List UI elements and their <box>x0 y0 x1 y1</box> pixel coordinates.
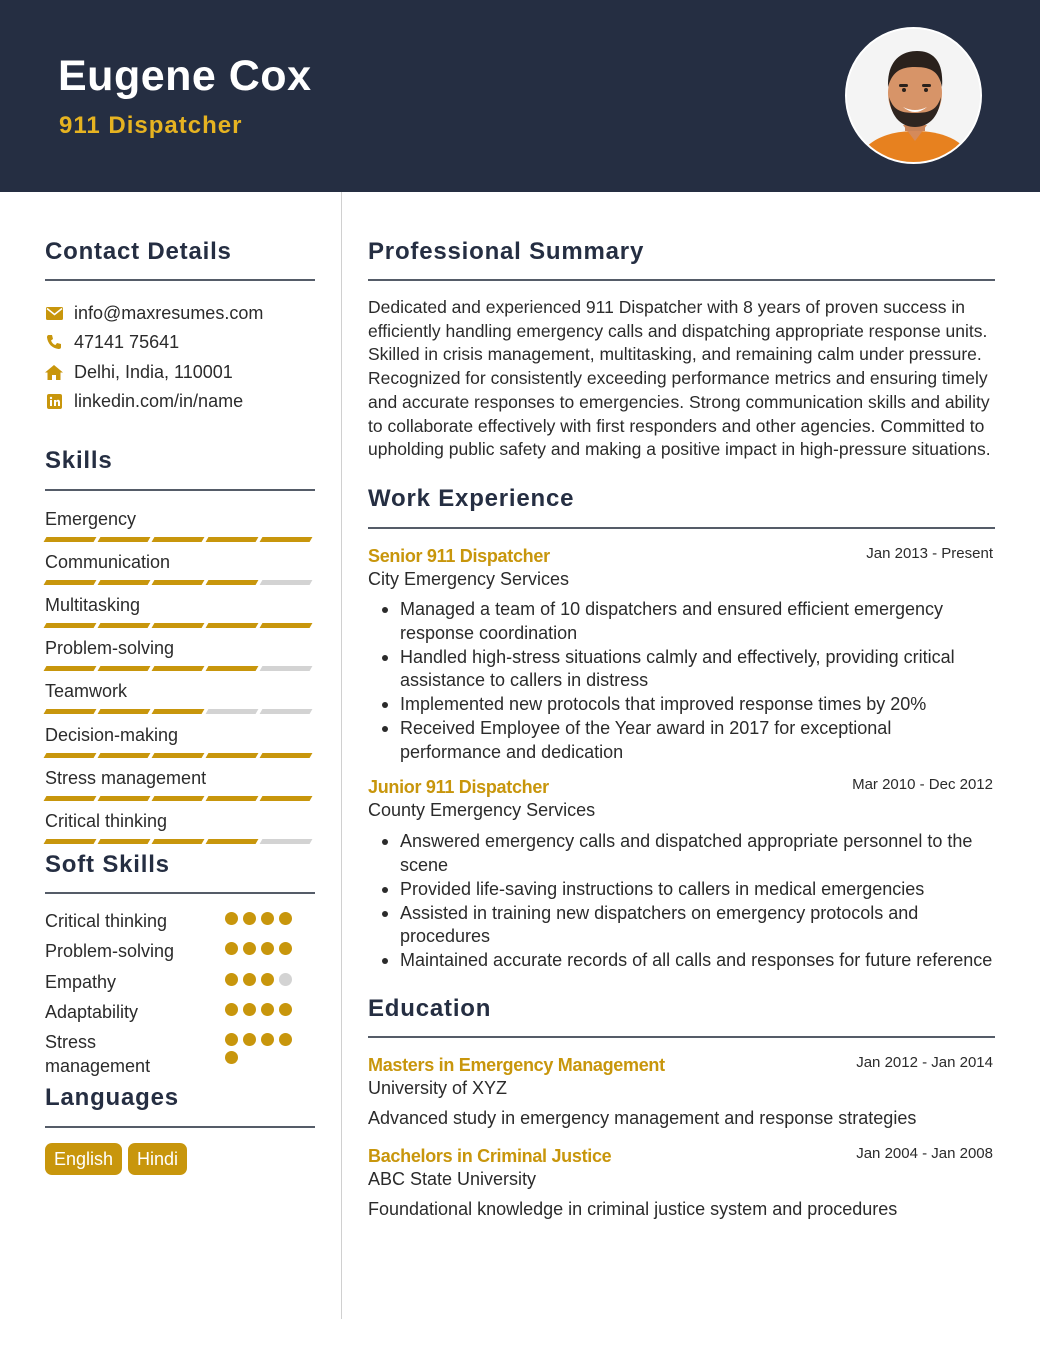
rating-dot <box>261 973 274 986</box>
rating-dot <box>279 1033 292 1046</box>
skill-level-bar <box>45 796 315 801</box>
skill-level-segment <box>206 580 259 585</box>
school-name: ABC State University <box>368 1169 537 1189</box>
degree-description: Advanced study in emergency management and response strategies <box>368 1108 917 1128</box>
skill-level-segment <box>260 623 313 628</box>
contact-linkedin[interactable] <box>45 389 243 413</box>
soft-skill-name: Critical thinking <box>45 911 168 931</box>
job-organization: City Emergency Services <box>368 569 570 589</box>
skill-level-bar <box>45 709 315 714</box>
skill-level-segment <box>260 796 313 801</box>
soft-skill-name: Problem-solving <box>45 941 175 961</box>
rating-dot <box>243 1033 256 1046</box>
skill-row <box>45 636 315 671</box>
contact-email[interactable] <box>45 301 263 325</box>
degree-title: Bachelors in Criminal Justice <box>368 1146 612 1166</box>
skill-row <box>45 507 315 542</box>
contact-address <box>45 360 233 384</box>
skill-level-segment <box>260 537 313 542</box>
skill-level-segment <box>260 753 313 758</box>
languages-section-title: Languages <box>45 1084 179 1111</box>
skill-level-segment <box>98 623 151 628</box>
soft-skills-rule <box>45 892 315 894</box>
rating-dot <box>225 1003 238 1016</box>
contact-linkedin-text: linkedin.com/in/name <box>74 390 244 411</box>
skill-level-segment <box>206 709 259 714</box>
skill-level-segment <box>98 580 151 585</box>
degree-dates: Jan 2004 - Jan 2008 <box>856 1145 993 1162</box>
skill-level-segment <box>44 666 97 671</box>
rating-dot <box>225 973 238 986</box>
rating-dot <box>279 973 292 986</box>
skill-row <box>45 766 315 801</box>
skill-level-segment <box>206 666 259 671</box>
contact-section-title: Contact Details <box>45 238 232 265</box>
skill-level-segment <box>152 537 205 542</box>
skill-level-segment <box>152 796 205 801</box>
candidate-role: 911 Dispatcher <box>59 112 243 139</box>
skill-name: Emergency <box>45 509 137 529</box>
soft-skill-row <box>45 1030 315 1078</box>
skill-level-segment <box>206 796 259 801</box>
soft-skill-row <box>45 1000 315 1026</box>
rating-dot <box>225 942 238 955</box>
skill-level-segment <box>152 709 205 714</box>
skill-level-bar <box>45 666 315 671</box>
rating-dot <box>225 1033 238 1046</box>
skill-level-segment <box>98 796 151 801</box>
job-dates: Jan 2013 - Present <box>866 545 993 562</box>
contact-email-text: info@maxresumes.com <box>74 302 264 323</box>
soft-skill-rating <box>225 912 305 925</box>
skill-level-segment <box>98 666 151 671</box>
skill-level-segment <box>152 623 205 628</box>
soft-skill-rating <box>225 942 305 955</box>
skill-level-segment <box>260 839 313 844</box>
rating-dot <box>243 912 256 925</box>
skill-level-segment <box>98 537 151 542</box>
experience-section-title: Work Experience <box>368 485 575 512</box>
soft-skill-name: Stress management <box>45 1032 151 1076</box>
skill-row <box>45 593 315 628</box>
skill-level-segment <box>152 753 205 758</box>
envelope-icon <box>45 304 63 322</box>
rating-dot <box>261 1003 274 1016</box>
job-title: Junior 911 Dispatcher <box>368 777 549 797</box>
skill-level-segment <box>152 580 205 585</box>
profile-photo-icon <box>847 29 982 164</box>
skill-level-bar <box>45 537 315 542</box>
summary-rule <box>368 279 995 281</box>
rating-dot <box>243 1003 256 1016</box>
soft-skill-name: Empathy <box>45 972 117 992</box>
job-bullets <box>368 830 993 973</box>
soft-skill-row <box>45 909 315 935</box>
skill-name: Problem-solving <box>45 638 175 658</box>
soft-skill-name: Adaptability <box>45 1002 139 1022</box>
list-item: Provided life-saving instructions to callers in medical emergencies <box>368 878 993 902</box>
contact-rule <box>45 279 315 281</box>
list-item: Managed a team of 10 dispatchers and ensured efficient emergency response coordination <box>368 598 993 645</box>
skill-row <box>45 550 315 585</box>
skill-name: Critical thinking <box>45 811 168 831</box>
skill-name: Decision-making <box>45 725 179 745</box>
skill-level-segment <box>44 709 97 714</box>
skill-name: Communication <box>45 552 171 572</box>
skill-row <box>45 679 315 714</box>
soft-skill-rating <box>225 1033 305 1064</box>
job-dates: Mar 2010 - Dec 2012 <box>852 776 993 793</box>
candidate-name: Eugene Cox <box>58 52 312 100</box>
experience-rule <box>368 527 995 529</box>
contact-address-text: Delhi, India, 110001 <box>74 361 233 382</box>
rating-dot <box>225 1051 238 1064</box>
column-divider <box>341 192 342 1319</box>
skill-level-segment <box>44 580 97 585</box>
list-item: Maintained accurate records of all calls and responses for future reference <box>368 949 993 973</box>
contact-phone[interactable] <box>45 330 179 354</box>
home-icon <box>45 363 63 381</box>
skills-section-title: Skills <box>45 447 113 474</box>
rating-dot <box>279 912 292 925</box>
soft-skill-rating <box>225 1003 305 1016</box>
avatar <box>845 27 982 164</box>
skill-level-segment <box>260 709 313 714</box>
skill-level-segment <box>98 753 151 758</box>
rating-dot <box>243 973 256 986</box>
language-badge-hindi: Hindi <box>128 1143 187 1175</box>
soft-skill-row <box>45 970 315 996</box>
rating-dot <box>225 912 238 925</box>
languages-rule <box>45 1126 315 1128</box>
skill-row <box>45 809 315 844</box>
skill-level-segment <box>44 753 97 758</box>
rating-dot <box>243 942 256 955</box>
degree-description: Foundational knowledge in criminal justice system and procedures <box>368 1199 898 1219</box>
education-section-title: Education <box>368 995 492 1022</box>
skill-level-bar <box>45 753 315 758</box>
summary-section-title: Professional Summary <box>368 238 645 265</box>
skill-level-segment <box>206 839 259 844</box>
rating-dot <box>261 1033 274 1046</box>
soft-skills-section-title: Soft Skills <box>45 851 170 878</box>
header-banner <box>0 0 1040 192</box>
rating-dot <box>279 1003 292 1016</box>
linkedin-icon <box>45 392 63 410</box>
skill-level-segment <box>98 709 151 714</box>
skill-level-segment <box>206 537 259 542</box>
skill-level-segment <box>44 537 97 542</box>
skill-level-segment <box>260 580 313 585</box>
skill-level-segment <box>98 839 151 844</box>
skill-row <box>45 723 315 758</box>
language-badge-english: English <box>45 1143 122 1175</box>
skill-level-segment <box>152 666 205 671</box>
skill-level-bar <box>45 623 315 628</box>
phone-icon <box>45 333 63 351</box>
school-name: University of XYZ <box>368 1078 508 1098</box>
degree-title: Masters in Emergency Management <box>368 1055 665 1075</box>
skill-level-segment <box>44 623 97 628</box>
skill-level-segment <box>44 839 97 844</box>
skill-level-segment <box>44 796 97 801</box>
job-organization: County Emergency Services <box>368 800 596 820</box>
rating-dot <box>279 942 292 955</box>
list-item: Answered emergency calls and dispatched appropriate personnel to the scene <box>368 830 993 877</box>
contact-phone-text: 47141 75641 <box>74 331 180 352</box>
summary-text: Dedicated and experienced 911 Dispatcher with 8 years of proven success in efficiently handling emergency calls and dispatching appropriate response units. Skilled in crisis management, multitasking, and remaining calm under pressure. Recognized for consistently exceeding performance metrics and ensuring timely and accurate responses to emergencies. Strong communication skills and ability to collaborate effectively with first responders and other agencies. Committed to upholding public safety and making a positive impact in high-pressure situations. <box>368 297 991 460</box>
skill-name: Stress management <box>45 768 207 788</box>
skills-rule <box>45 489 315 491</box>
skill-level-segment <box>206 623 259 628</box>
skill-name: Teamwork <box>45 681 128 701</box>
job-title: Senior 911 Dispatcher <box>368 546 550 566</box>
list-item: Received Employee of the Year award in 2017 for exceptional performance and dedication <box>368 717 993 764</box>
job-bullets <box>368 598 993 765</box>
skill-level-segment <box>206 753 259 758</box>
rating-dot <box>261 942 274 955</box>
list-item: Handled high-stress situations calmly and effectively, providing critical assistance to callers in distress <box>368 646 993 693</box>
soft-skill-row <box>45 939 315 965</box>
soft-skill-rating <box>225 973 305 986</box>
list-item: Implemented new protocols that improved response times by 20% <box>368 693 993 717</box>
skill-name: Multitasking <box>45 595 141 615</box>
skill-level-segment <box>152 839 205 844</box>
list-item: Assisted in training new dispatchers on emergency protocols and procedures <box>368 902 993 949</box>
skill-level-segment <box>260 666 313 671</box>
rating-dot <box>261 912 274 925</box>
skill-level-bar <box>45 839 315 844</box>
education-rule <box>368 1036 995 1038</box>
degree-dates: Jan 2012 - Jan 2014 <box>856 1054 993 1071</box>
skill-level-bar <box>45 580 315 585</box>
